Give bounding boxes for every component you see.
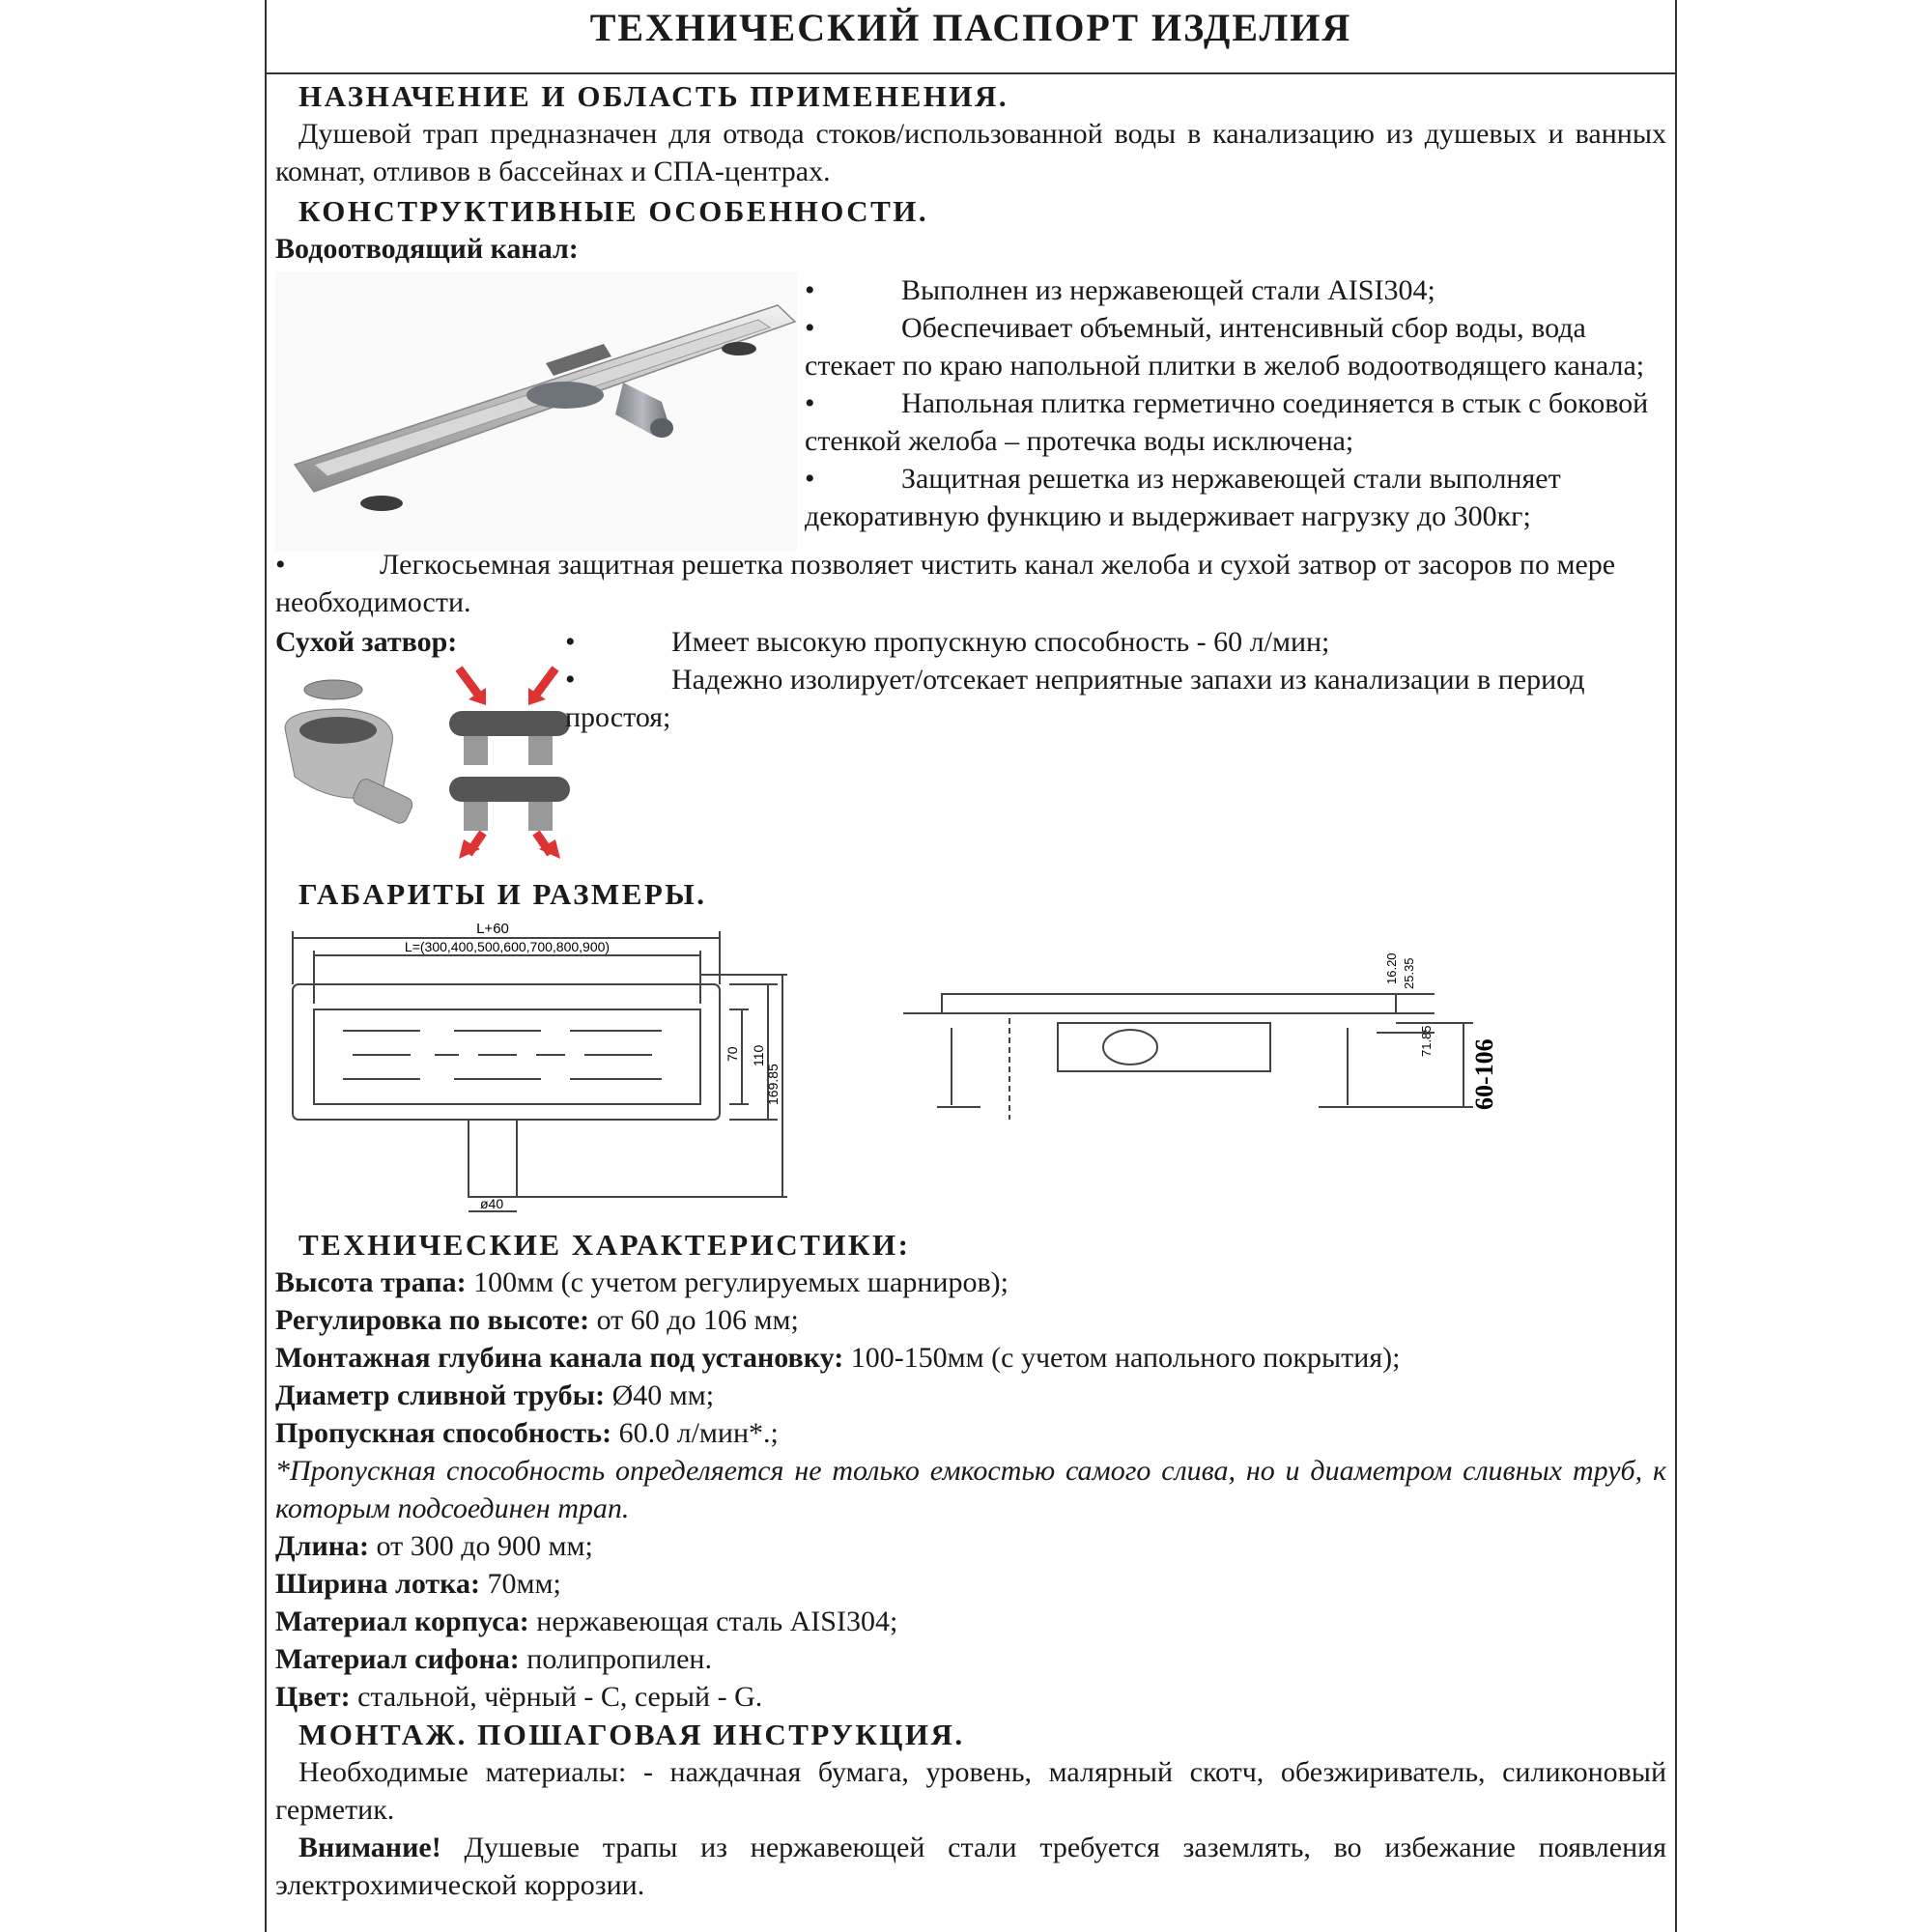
channel-label: Водоотводящий канал: [275,233,579,265]
channel-bullets [805,271,1666,552]
spec-row: Цвет: стальной, чёрный - С, серый - G. [275,1681,763,1713]
trap-label: Сухой затвор: [275,626,458,658]
spec-row: Материал корпуса: нержавеющая сталь AISI304; [275,1605,898,1637]
channel-bullet: • Выполнен из нержавеющей стали AISI304; [805,274,1435,306]
dim-25: 25.35 [1402,957,1416,989]
channel-bullet: • [805,463,815,495]
channel-bullet: • [805,312,815,344]
spec-row: Высота трапа: 100мм (с учетом регулируемых шарниров); [275,1266,1009,1298]
mounting-materials: Необходимые материалы: - наждачная бумага, уровень, малярный скотч, обезжириватель, силиконовый герметик. [275,1756,1666,1826]
dim-71: 71.85 [1419,1025,1434,1057]
spec-row: Материал сифона: полипропилен. [275,1643,712,1675]
spec-row: Пропускная способность: 60.0 л/мин*.; [275,1417,779,1449]
trap-bullet-text: Надежно изолирует/отсекает неприятные запахи из канализации в период простоя; [565,664,1585,733]
channel-bullet-wide: • Легкосьемная защитная решетка позволяет чистить канал желоба и сухой затвор от засоров по мере необходимости. [275,549,1616,618]
dim-70: 70 [724,1046,740,1062]
dim-16: 16.20 [1384,952,1399,984]
channel-bullet-text: Обеспечивает объемный, интенсивный сбор воды, вода стекает по краю напольной плитки в желоб водоотводящего канала; [805,312,1645,382]
channel-bullet: • [805,387,815,419]
frame-left-border [265,0,267,1932]
trap-bullets [565,623,1666,873]
dim-height-range: 60-106 [1470,1038,1498,1110]
document-body [275,77,1666,1904]
dim-169: 169.85 [765,1064,781,1105]
trap-bullet: • Имеет высокую пропускную способность - 60 л/мин; [565,626,1330,658]
side-view-drawing [894,917,1512,1216]
spec-row: Монтажная глубина канала под установку: 100-150мм (с учетом напольного покрытия); [275,1342,1401,1374]
dim-overall-length: L+60 [476,921,509,937]
trap-left [275,623,575,873]
channel-bullet-text: Защитная решетка из нержавеющей стали выполняет декоративную функцию и выдерживает нагрузку до 300кг; [805,463,1561,532]
design-heading: КОНСТРУКТИВНЫЕ ОСОБЕННОСТИ. [298,194,929,228]
frame-right-border [1675,0,1677,1932]
top-view-drawing [275,917,797,1216]
capacity-note: *Пропускная способность определяется не только емкостью самого слива, но и диаметром сливных труб, к которым подсоединен трап. [275,1455,1666,1524]
dim-110: 110 [751,1044,766,1066]
drain-channel-image [275,271,797,552]
page-title: ТЕХНИЧЕСКИЙ ПАСПОРТ ИЗДЕЛИЯ [589,6,1352,49]
purpose-heading: НАЗНАЧЕНИЕ И ОБЛАСТЬ ПРИМЕНЕНИЯ. [298,79,1009,113]
trap-bullet: • [565,664,576,696]
mounting-warning: Внимание! Душевые трапы из нержавеющей стали требуется заземлять, во избежание появления электрохимической коррозии. [275,1832,1666,1901]
trap-section [275,623,1666,873]
dim-length-range: L=(300,400,500,600,700,800,900) [404,939,611,954]
spec-row: Ширина лотка: 70мм; [275,1568,561,1600]
dimensions-heading: ГАБАРИТЫ И РАЗМЕРЫ. [298,877,707,911]
dim-pipe-diameter: ø40 [480,1196,504,1211]
spec-row: Диаметр сливной трубы: Ø40 мм; [275,1379,715,1411]
purpose-text: Душевой трап предназначен для отвода стоков/использованной воды в канализацию из душевых и ванных комнат, отливов в бассейнах и СПА-центрах. [275,118,1666,187]
dimension-drawings [275,917,1666,1226]
mounting-heading: МОНТАЖ. ПОШАГОВАЯ ИНСТРУКЦИЯ. [298,1718,965,1751]
channel-section [275,271,1666,552]
specs-heading: ТЕХНИЧЕСКИЕ ХАРАКТЕРИСТИКИ: [298,1228,911,1262]
channel-bullet-text: Напольная плитка герметично соединяется в стык с боковой стенкой желоба – протечка воды исключена; [805,387,1649,457]
spec-row: Регулировка по высоте: от 60 до 106 мм; [275,1304,799,1336]
dry-trap-image [275,661,575,864]
spec-row: Длина: от 300 до 900 мм; [275,1530,593,1562]
title-divider [265,72,1677,74]
